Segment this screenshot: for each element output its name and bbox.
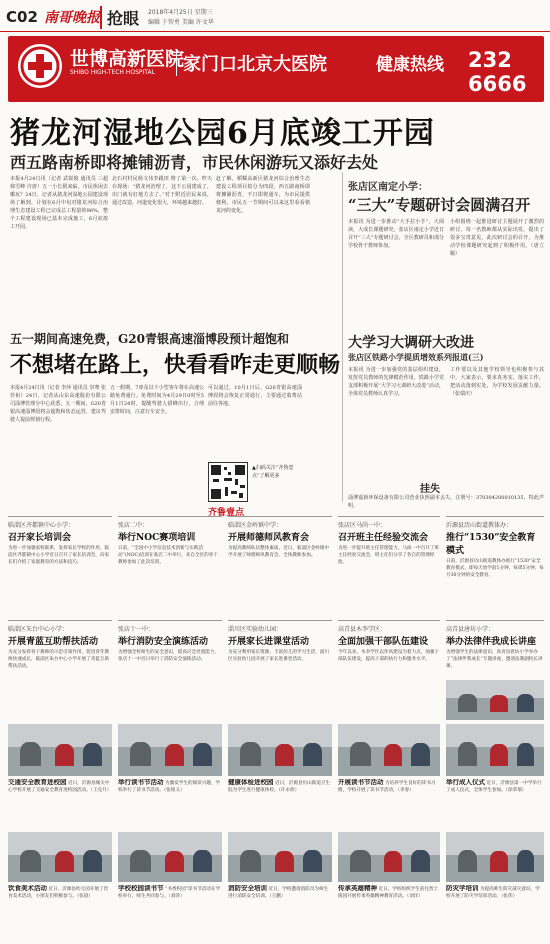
brief-body: 为增强全校师生的安全意识，提高应急处置能力，张店十一中近日举行了消防安全演练活动。 <box>118 650 220 662</box>
right-story-title: “三大”专题研讨会圆满召开 <box>348 196 531 214</box>
photo-caption-body: 近日，学校组织学生前往烈士陵园开展传承英雄精神教育活动。（刘洋） <box>338 887 439 899</box>
photo-caption-title: 饮食美术活动 <box>8 885 47 892</box>
qr-code-icon[interactable] <box>208 462 248 502</box>
photo-caption-body: 近日，沂源县城关中心学校开展了交通安全教育进校园活动。（王克升） <box>8 781 112 793</box>
news-photo <box>8 724 112 776</box>
qr-caption: ▲扫码关注“齐鲁壹点”了解更多 <box>252 465 294 479</box>
news-photo <box>228 832 332 882</box>
photo-caption-body: 近日，沂源县第一中学举行了成人仪式，全体学生参加。（徐荣瑞） <box>446 781 542 793</box>
photo-caption-body: “书香校园”读书节活动在学校举行，师生共同参与。（刘萍） <box>118 887 221 899</box>
brief-body: 为充分发挥骨干教师的示范引领作用，促进青年教师快速成长，临淄区朱台中心小学开展了青蓝互助帮扶活动。 <box>8 650 110 669</box>
hotline-label: 健康热线 <box>376 55 444 75</box>
lead-headline: 猪龙河湿地公园6月底竣工开园 <box>10 116 435 151</box>
photo-caption-title: 交通安全教育进校园 <box>8 779 67 786</box>
right-story-col1: 本报讯 为进一步推动“大手拉小手”，大阅读，大成长课题研究，张店区南定小学近日召开“三大”专题研讨会，全区教研员和部分学校骨干教师参加。 <box>348 219 444 249</box>
hospital-english-name: SHIBO HIGH-TECH HOSPITAL <box>70 69 155 76</box>
school-series-subtitle: 张店区铁路小学提质增效系列报道(三) <box>348 352 484 362</box>
photo-caption-title: 健康体检进校园 <box>228 779 274 786</box>
brief-category: 张店区马尚一中： <box>338 522 387 529</box>
column-divider <box>342 172 343 502</box>
photo-caption <box>338 779 440 829</box>
brief-item <box>8 516 112 618</box>
school-series-col1: 本报讯 为进一步加强党的基层组织建设，发挥党员教师的先锋模范作用，铁路小学党支部积极开展“大学习大调研大改进”活动，全体党员教师认真学习。 <box>348 367 444 397</box>
school-series-col2: 工作要以及其他学校领导也积极参与其中。大家表示，要求真务实，落实工作，把活动落到实处，为学校发展贡献力量。（张瑞庆） <box>450 367 544 397</box>
brief-title: 举办法律伴我成长讲座 <box>446 637 537 647</box>
photo-caption <box>118 779 222 829</box>
brief-body: 为提高教师队伍整体素质，近日，临淄区金岭镇中学开展了师德师风教育会，全体教师参加。 <box>228 546 330 558</box>
hotline-number: 232 6666 <box>468 48 527 96</box>
traffic-story-title: 不想堵在路上，快看看咋走更顺畅 <box>10 352 341 378</box>
photo-caption-body: 近日，沂源县幼儿园开展了饮食美术活动，小朋友们积极参与。（张晨） <box>8 887 109 899</box>
lead-body-col1: 本报4月24日讯（记者 武锐俊 通讯员 三超 韩雪峰 许唐）五一小长假来临，市民休闲去哪玩？24日，记者从猪龙河湿地公园建设现场了解到，计划在6月中旬对猪龙河综合治理生态建设工程已完成总工程量的96%，整个工程建设现场已基本完成施工，6月底竣工开园。 <box>10 176 108 230</box>
brief-body: 为进一步加强家校联系，发挥家长学校的作用，临淄区齐都镇中心小学近日召开了家长培训会，向家长们介绍了家庭教育的方法和技巧。 <box>8 546 110 565</box>
brief-body: 为增强学生的法律意识，高青县唐坊小学举办了“法律伴我成长”专题讲座，邀请法制副校长讲课。 <box>446 650 543 669</box>
header-editors: 编辑 于智勇 美编 许文华 <box>148 19 214 26</box>
brief-item <box>446 516 544 618</box>
news-photo <box>8 832 112 882</box>
photo-caption <box>228 779 332 829</box>
brief-item <box>338 620 440 720</box>
hospital-ad-banner <box>8 36 544 102</box>
notice-body: 淄博嘉新环保设备有限公司营业执照副本丢失，注册号：370304200010135，特此声明。 <box>348 495 544 509</box>
lead-body-col2: 北石村村民杨文伟李跟田 维了第一次。昨天在现场：“猪龙河治理了，这下公园建成了，出门就有好地方去了。”对于附近居民来说，通过改造，河道变化很大，环境越来越好。 <box>112 176 212 206</box>
hospital-logo-icon <box>18 44 62 88</box>
header-date: 2018年4月25日 星期三 <box>148 9 213 16</box>
brief-category: 临淄区齐都镇中心小学： <box>8 522 75 529</box>
photo-caption <box>8 885 112 939</box>
photo-caption-body: 近日，沂源县历山街道卫生院为学生进行健康体检。（许永欣） <box>228 781 331 793</box>
photo-caption-title: 消防安全培训 <box>228 885 267 892</box>
brief-item <box>338 516 440 618</box>
brief-item <box>118 516 222 618</box>
brief-photo <box>446 680 544 720</box>
brief-body: 为充分利用家长资源，丰富幼儿的学习生活，淄川区实验幼儿园开展了家长进课堂活动。 <box>228 650 330 662</box>
right-story-kicker: 张店区南定小学： <box>348 182 428 193</box>
photo-caption-title: 开展读书节活动 <box>338 779 384 786</box>
photo-caption-body: 为培养学生良好的读书习惯，学校开展了读书节活动。（李春） <box>338 781 436 793</box>
photo-caption-title: 传承英雄精神 <box>338 885 377 892</box>
news-photo <box>118 832 222 882</box>
brief-category: 沂源县历山街道教体办： <box>446 522 513 529</box>
page-number: C02 <box>6 8 38 26</box>
photo-caption-body: 为提高师生防灾减灾意识，学校开展了防灾学培训活动。（张伟） <box>446 887 540 899</box>
brief-item <box>228 516 332 618</box>
news-photo <box>228 724 332 776</box>
hospital-slogan: 家门口北京大医院 <box>176 50 327 76</box>
brief-body: 日前，沂源县历山街道教体办推行“1530”安全教育模式，即每天放学前1分钟、每周5分钟、每月30分钟的安全教育。 <box>446 559 544 578</box>
photo-caption <box>118 885 222 939</box>
traffic-story-col1: 本报4月24日讯（记者 李萍 通讯员 崇骞 张佳祖）24日，记者从山东高速股份有限公司淄博管理分中心获悉，五一期间，G20青银高速淄博段将会超饱和状态运营，建议驾驶人提前规划行程。 <box>10 385 106 423</box>
brief-item <box>8 620 112 720</box>
news-photo <box>446 832 544 882</box>
qilu-yidian-logo: 齐鲁壹点 <box>208 508 245 518</box>
brief-body: 今年以来，木李学区以作风建设为着力点，加强干部队伍建设，提高干部的执行力和服务水平。 <box>338 650 440 662</box>
brief-title: 举行消防安全演练活动 <box>118 637 209 647</box>
hospital-name: 世博高新医院 <box>70 48 185 70</box>
brief-category: 高青县唐坊小学： <box>446 626 495 633</box>
photo-caption <box>446 779 544 829</box>
right-story-col2: 小组围绕一起推进研讨主题展开了激烈的研讨，每一名教师都从实际出发，提出了很多宝贵意见。此次研讨会的召开，为推动学校课题研究起到了积极作用。（唐立顺） <box>450 219 544 257</box>
brief-title: 开展青蓝互助帮扶活动 <box>8 637 99 647</box>
brief-title: 举行NOC赛项培训 <box>118 533 196 543</box>
photo-caption-title: 举行读书节活动 <box>118 779 164 786</box>
brief-title: 全面加强干部队伍建设 <box>338 637 429 647</box>
brief-category: 张店二中： <box>118 522 149 529</box>
photo-caption-body: 近日，学校邀请消防员为师生进行消防安全培训。（王鹏） <box>228 887 329 899</box>
page-header <box>0 0 550 32</box>
news-photo <box>338 724 440 776</box>
brief-body: 日前，“全国中小学信息技术创新与实践活动”(NOC)培训在张店二中举行，来自全区的骨干教师参加了此次培训。 <box>118 546 218 565</box>
photo-caption <box>8 779 112 829</box>
traffic-story-kicker: 五一期间高速免费，G20青银高速淄博段预计超饱和 <box>10 332 289 346</box>
brief-item <box>228 620 332 720</box>
traffic-story-col3: 可以通过，10月1日后，G20青银高速淄博段将会恢复正常通行，主要通过收费站前往各地。 <box>208 385 302 407</box>
photo-caption-title: 学校校园读书节 <box>118 885 164 892</box>
lead-body-col3: 赶了解，稻糯高新区猪龙河综合治理生态建设工程项目拟分为四段，西五路南桥即将摊铺沥青，不日即将通车，为市民提供便利。市民五一节期间可以来这里看看猪龙河的变化。 <box>216 176 310 214</box>
brief-category: 高青县木李学区： <box>338 626 387 633</box>
newspaper-name: 南哥晚报 <box>44 10 100 26</box>
photo-caption-title: 举行成人仪式 <box>446 779 485 786</box>
brief-title: 召开班主任经验交流会 <box>338 533 429 543</box>
notice-title: 挂失 <box>420 484 440 495</box>
news-photo <box>118 724 222 776</box>
photo-caption-body: 为激发学生的阅读兴趣，学校举行了读书节活动。（张铭义） <box>118 781 221 793</box>
brief-title: 召开家长培训会 <box>8 533 72 543</box>
news-photo <box>446 724 544 776</box>
photo-caption <box>228 885 332 939</box>
brief-category: 临淄区朱台中心小学： <box>8 626 69 633</box>
brief-category: 张店十一中： <box>118 626 155 633</box>
brief-body: 为进一步提升班主任管理能力，马尚一中召开了班主任经验交流会，班主任们分享了各自的管理经验。 <box>338 546 440 565</box>
brief-title: 开展师德师风教育会 <box>228 533 310 543</box>
brief-title: 推行“1530”安全教育模式 <box>446 533 536 556</box>
brief-category: 淄川区实验幼儿园： <box>228 626 283 633</box>
section-name: 抢眼 <box>100 6 139 29</box>
photo-caption <box>338 885 440 939</box>
school-series-title: 大学习大调研大改进 <box>348 335 474 351</box>
brief-title: 开展家长进课堂活动 <box>228 637 310 647</box>
traffic-story-col2: 五一假期，7座及以下小型客车将在高速公路免费通行。免费时间为4月29日0时至5月1日24时，提醒驾驶人错峰出行，合理安排时间，注意行车安全。 <box>110 385 204 415</box>
photo-caption <box>446 885 544 939</box>
news-photo <box>338 832 440 882</box>
brief-category: 临淄区金岭镇中学： <box>228 522 283 529</box>
brief-item <box>118 620 222 720</box>
photo-caption-title: 防灾学培训 <box>446 885 479 892</box>
lead-subheadline: 西五路南桥即将摊铺沥青，市民休闲游玩又添好去处 <box>10 153 379 172</box>
